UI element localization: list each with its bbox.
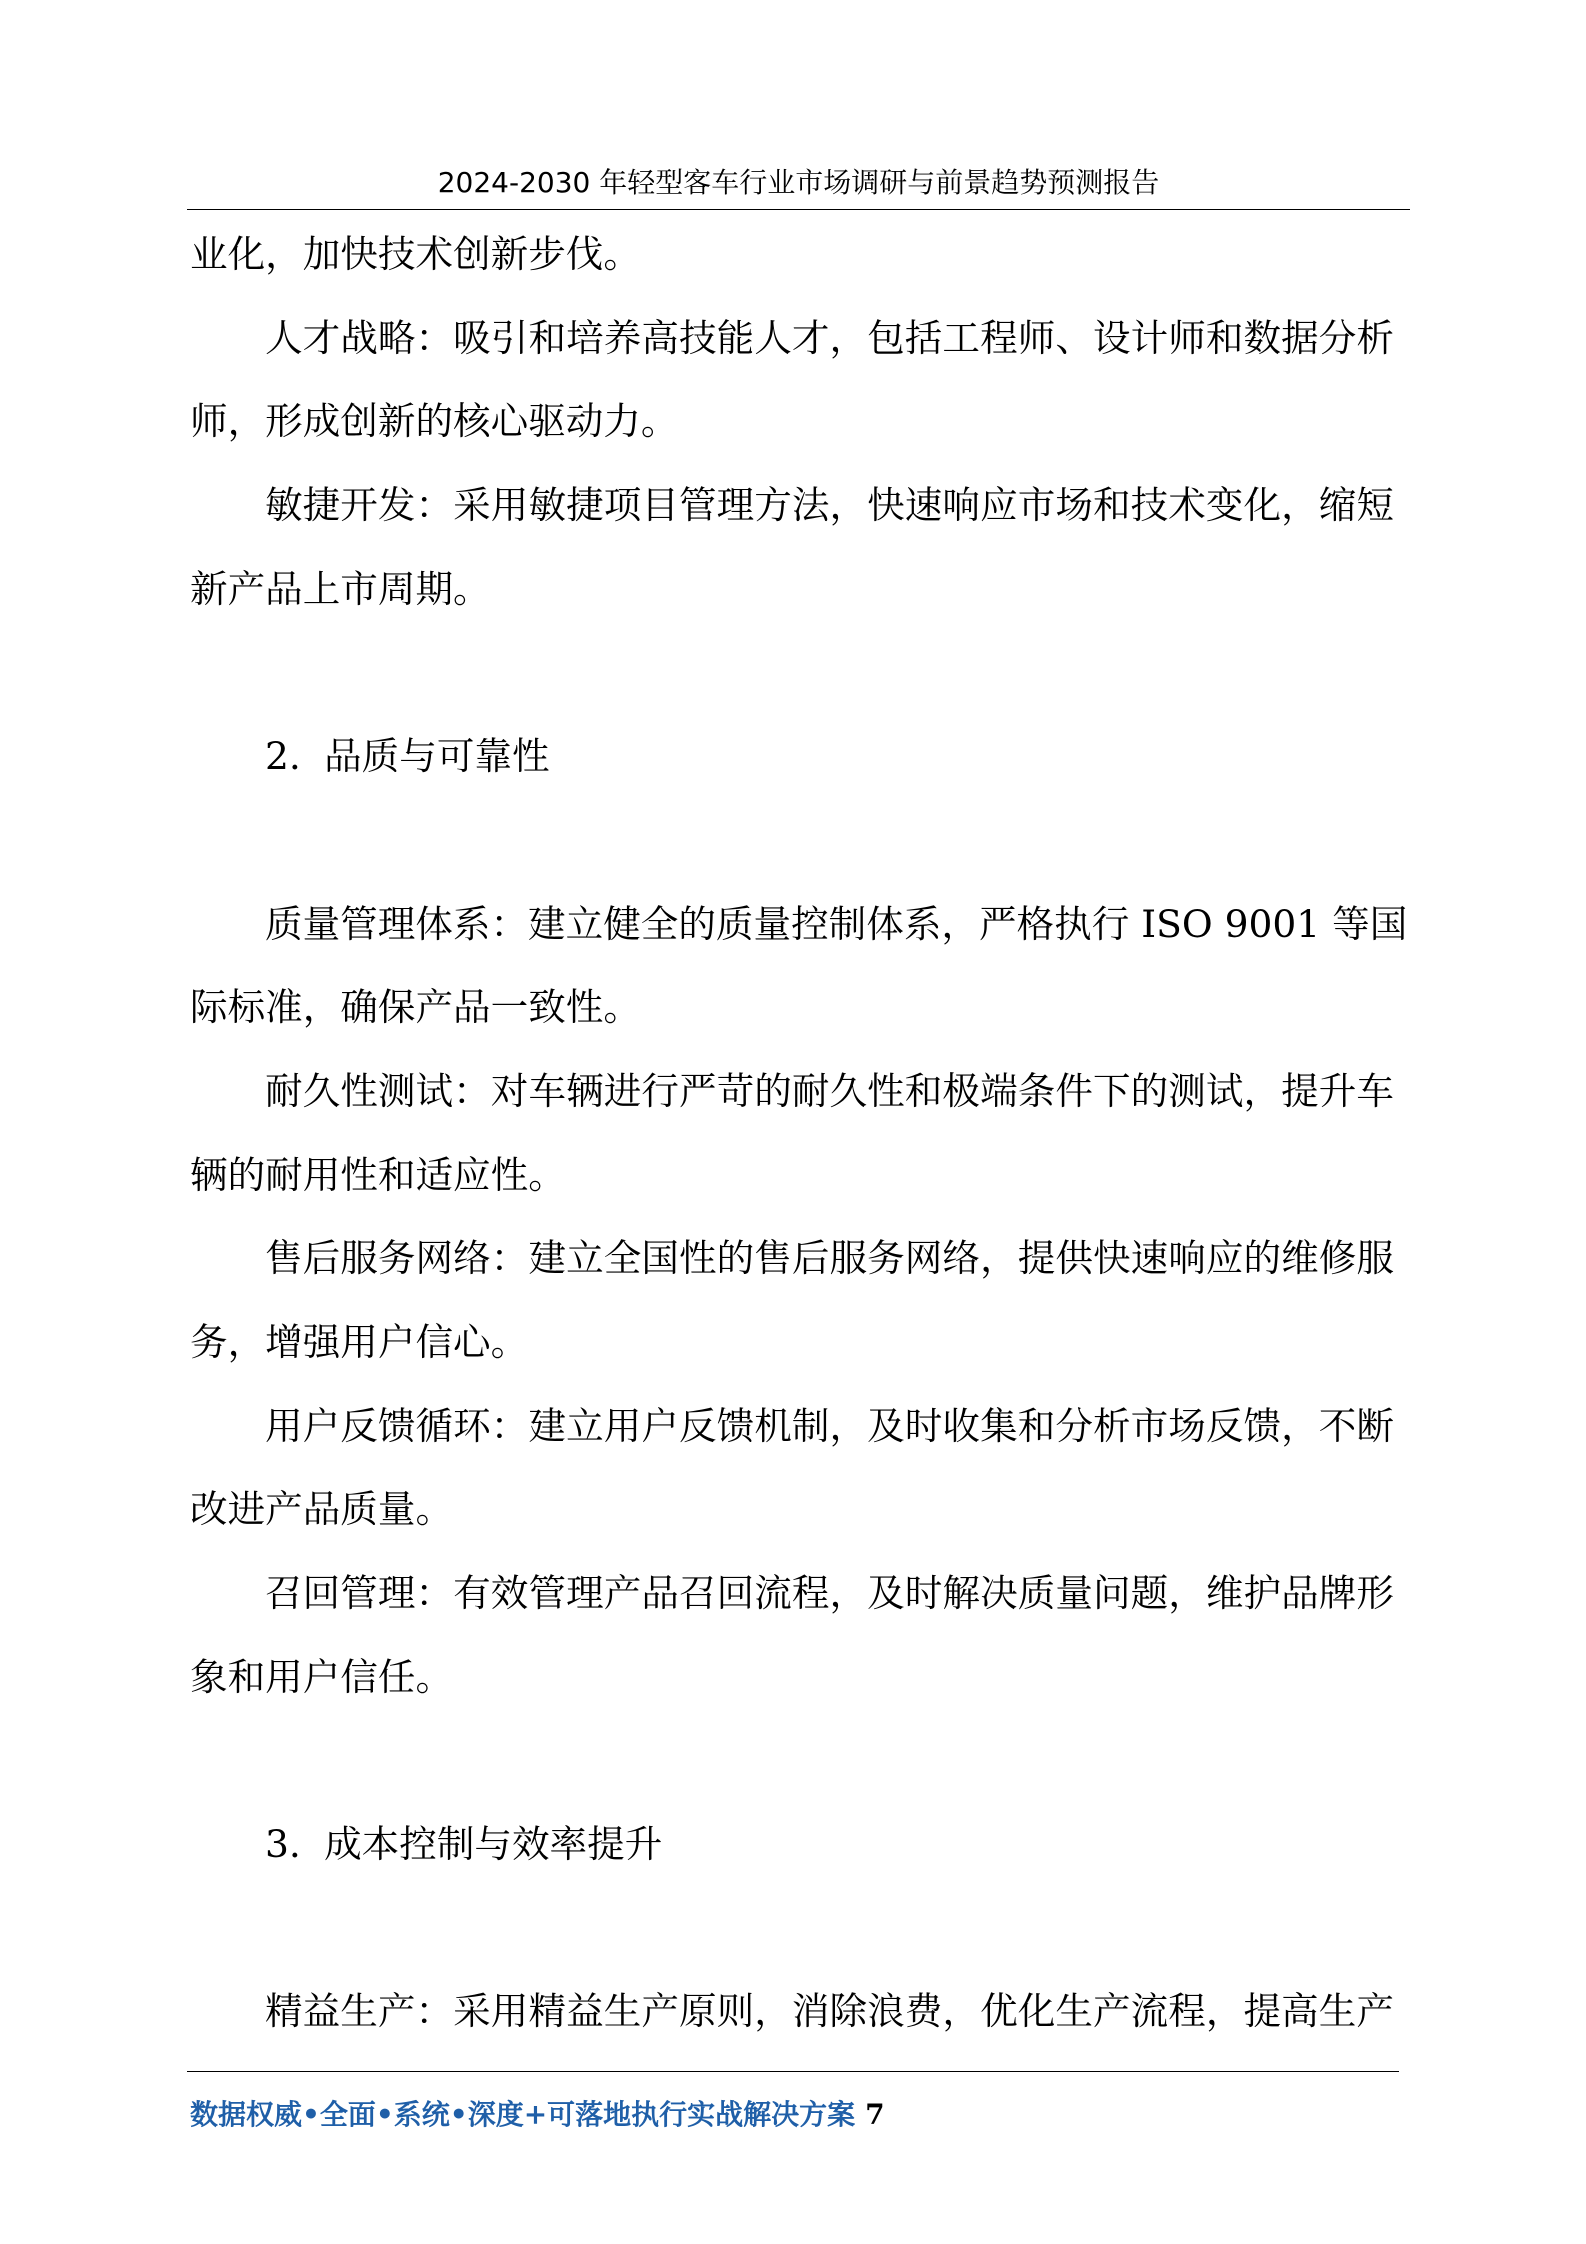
section-heading-quality-reliability: 2. 品质与可靠性 — [265, 734, 550, 779]
paragraph-lean-production — [190, 1970, 1394, 2054]
footer-rule — [187, 2071, 1399, 2072]
section-heading-cost-efficiency: 3. 成本控制与效率提升 — [265, 1822, 663, 1867]
page-header-title: 2024-2030 年轻型客车行业市场调研与前景趋势预测报告 — [437, 166, 1160, 199]
paragraph-line: 改进产品质量。 — [190, 1487, 454, 1532]
paragraph-line: 象和用户信任。 — [190, 1654, 454, 1699]
paragraph-line: 新产品上市周期。 — [190, 566, 491, 611]
paragraph-continuation — [190, 213, 1394, 297]
footer-tagline: 数据权威•全面•系统•深度+可落地执行实战解决方案 — [190, 2098, 856, 2131]
paragraph-line: 质量管理体系：建立健全的质量控制体系，严格执行 ISO 9001 等国 — [265, 901, 1408, 946]
paragraph-quality-management — [190, 883, 1408, 1050]
paragraph-line: 精益生产：采用精益生产原则，消除浪费，优化生产流程，提高生产 — [265, 1989, 1394, 2034]
paragraph-user-feedback-loop — [190, 1385, 1394, 1552]
page-number: 7 — [865, 2098, 885, 2131]
paragraph-line: 用户反馈循环：建立用户反馈机制，及时收集和分析市场反馈，不断 — [265, 1403, 1394, 1448]
paragraph-line: 务，增强用户信心。 — [190, 1319, 529, 1364]
paragraph-line: 耐久性测试：对车辆进行严苛的耐久性和极端条件下的测试，提升车 — [265, 1068, 1394, 1113]
paragraph-line: 召回管理：有效管理产品召回流程，及时解决质量问题，维护品牌形 — [265, 1571, 1394, 1615]
paragraph-line: 业化，加快技术创新步伐。 — [190, 232, 641, 276]
body-text — [190, 213, 1408, 2054]
page-footer — [190, 2095, 885, 2135]
paragraph-line: 际标准，确保产品一致性。 — [190, 985, 641, 1030]
paragraph-line: 售后服务网络：建立全国性的售后服务网络，提供快速响应的维修服 — [265, 1236, 1394, 1281]
paragraph-line: 敏捷开发：采用敏捷项目管理方法，快速响应市场和技术变化，缩短 — [265, 483, 1394, 528]
paragraph-line: 辆的耐用性和适应性。 — [190, 1152, 566, 1197]
paragraph-durability-testing — [190, 1050, 1394, 1217]
paragraph-line: 师，形成创新的核心驱动力。 — [190, 399, 679, 444]
paragraph-agile-development — [190, 464, 1394, 631]
paragraph-line: 人才战略：吸引和培养高技能人才，包括工程师、设计师和数据分析 — [265, 315, 1394, 360]
header-rule — [187, 209, 1410, 210]
paragraph-recall-management — [190, 1552, 1394, 1719]
paragraph-after-sales-network — [190, 1217, 1394, 1384]
paragraph-talent-strategy — [190, 297, 1394, 464]
